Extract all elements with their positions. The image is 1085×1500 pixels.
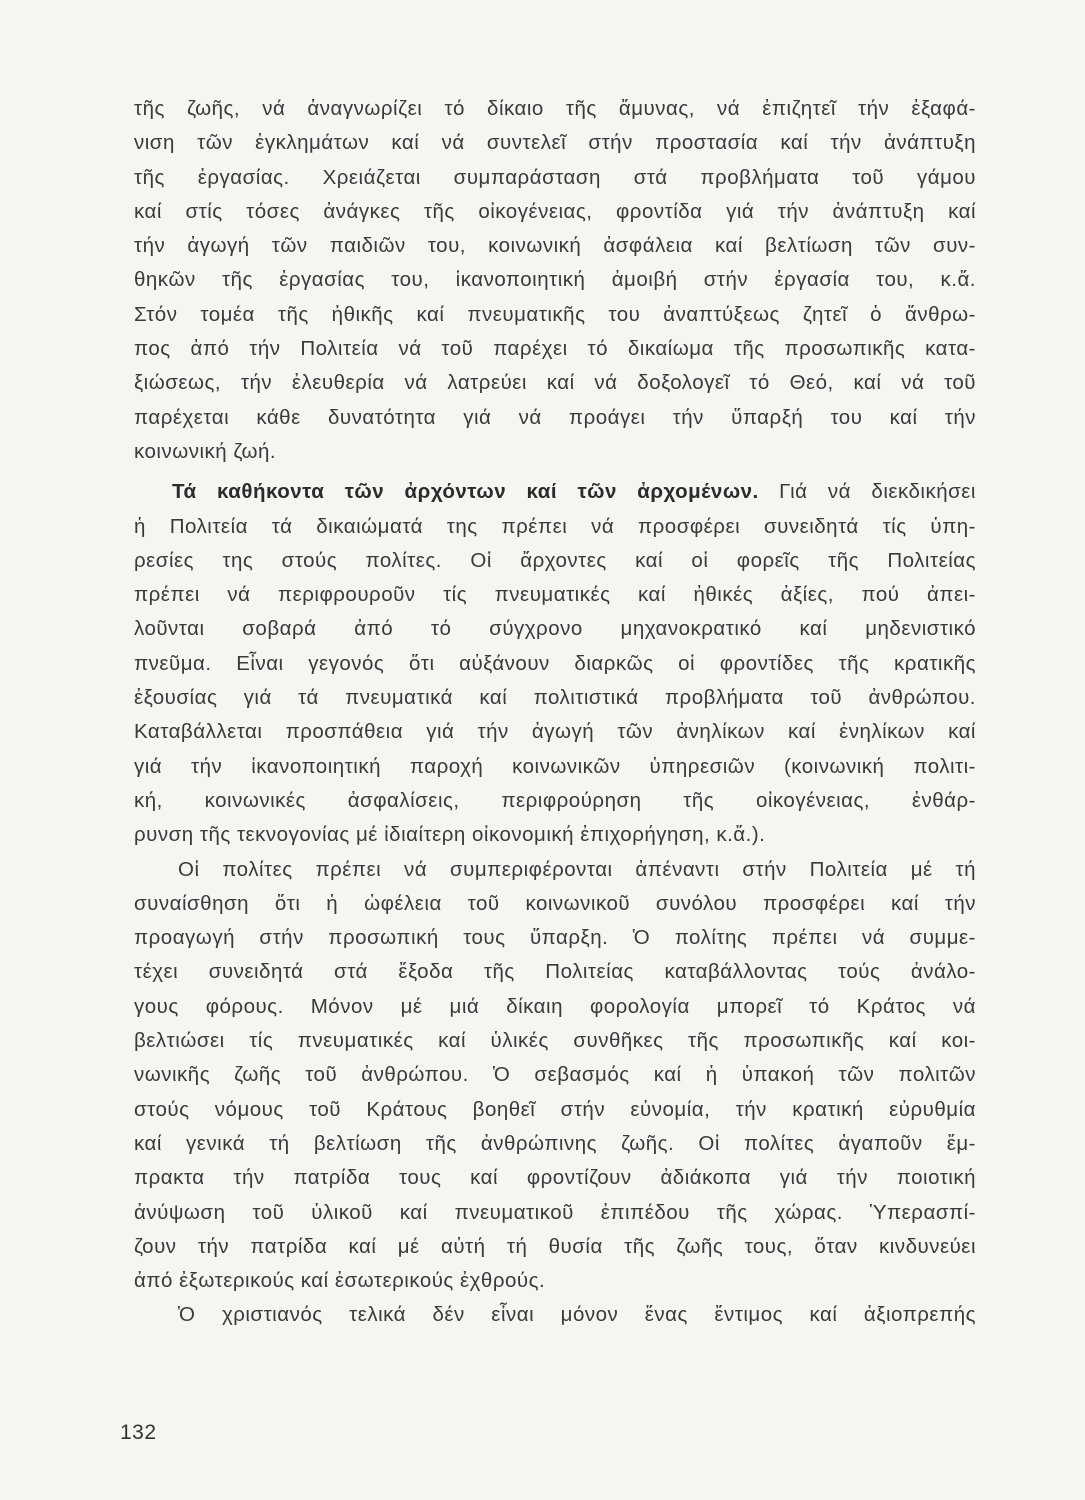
page-number: 132 bbox=[120, 1421, 157, 1444]
text-line: τέχει συνειδητά στά ἔξοδα τῆς Πολιτείας καταβάλλοντας τούς ἀνάλο- bbox=[134, 960, 976, 984]
text-line: τῆς ἐργασίας. Χρειάζεται συμπαράσταση στά προβλήματα τοῦ γάμου bbox=[134, 165, 976, 189]
text-line: νιση τῶν ἐγκλημάτων καί νά συντελεῖ στήν προστασία καί τήν ἀνάπτυξη bbox=[134, 131, 976, 155]
text-line: καί γενικά τή βελτίωση τῆς ἀνθρώπινης ζωῆς. Οἱ πολίτες ἀγαποῦν ἔμ- bbox=[134, 1131, 976, 1155]
text-line: κή, κοινωνικές ἀσφαλίσεις, περιφρούρηση τῆς οἰκογένειας, ἐνθάρ- bbox=[134, 788, 976, 812]
text-line: γιά τήν ἱκανοποιητική παροχή κοινωνικῶν ὑπηρεσιῶν (κοινωνική πολιτι- bbox=[134, 754, 976, 778]
text-line: ἀπό ἐξωτερικούς καί ἐσωτερικούς ἐχθρούς. bbox=[134, 1269, 546, 1293]
text-line: ρεσίες της στούς πολίτες. Οἱ ἄρχοντες καί οἱ φορεῖς τῆς Πολιτείας bbox=[134, 548, 976, 572]
text-line: πρέπει νά περιφρουροῦν τίς πνευματικές καί ἠθικές ἀξίες, πού ἀπει- bbox=[134, 583, 976, 607]
text-line: τῆς ζωῆς, νά ἀναγνωρίζει τό δίκαιο τῆς ἄμυνας, νά ἐπιζητεῖ τήν ἐξαφά- bbox=[134, 97, 976, 120]
text-line: ζουν τήν πατρίδα καί μέ αὐτή τή θυσία τῆς ζωῆς τους, ὅταν κινδυνεύει bbox=[134, 1234, 976, 1258]
text-line: Καταβάλλεται προσπάθεια γιά τήν ἀγωγή τῶν ἀνηλίκων καί ἐνηλίκων καί bbox=[134, 720, 976, 744]
text-line: βελτιώσει τίς πνευματικές καί ὑλικές συνθῆκες τῆς προσωπικῆς καί κοι- bbox=[134, 1029, 976, 1053]
heading-line-rest: Γιά νά διεκδικήσει bbox=[758, 480, 976, 504]
text-line: κοινωνική ζωή. bbox=[134, 439, 277, 463]
text-line: Οἱ πολίτες πρέπει νά συμπεριφέρονται ἀπέναντι στήν Πολιτεία μέ τή bbox=[178, 857, 976, 881]
text-line: τήν ἀγωγή τῶν παιδιῶν του, κοινωνική ἀσφάλεια καί βελτίωση τῶν συν- bbox=[134, 234, 976, 258]
text-line: πρακτα τήν πατρίδα τους καί φροντίζουν ἀδιάκοπα γιά τήν ποιοτική bbox=[134, 1166, 976, 1190]
text-line: πνεῦμα. Εἶναι γεγονός ὅτι αὐξάνουν διαρκῶς οἱ φροντίδες τῆς κρατικῆς bbox=[134, 651, 976, 675]
text-line: στούς νόμους τοῦ Κράτους βοηθεῖ στήν εὐνομία, τήν κρατική εὐρυθμία bbox=[134, 1097, 976, 1121]
text-line: προαγωγή στήν προσωπική τους ὕπαρξη. Ὁ πολίτης πρέπει νά συμμε- bbox=[134, 926, 976, 950]
section-heading: Τά καθήκοντα τῶν ἀρχόντων καί τῶν ἀρχομένων. bbox=[172, 480, 759, 504]
text-line: νωνικῆς ζωῆς τοῦ ἀνθρώπου. Ὁ σεβασμός καί ἡ ὑπακοή τῶν πολιτῶν bbox=[134, 1063, 976, 1087]
text-line: ἐξουσίας γιά τά πνευματικά καί πολιτιστικά προβλήματα τοῦ ἀνθρώπου. bbox=[134, 686, 976, 710]
text-line: ἀνύψωση τοῦ ὑλικοῦ καί πνευματικοῦ ἐπιπέδου τῆς χώρας. Ὑπερασπί- bbox=[134, 1200, 976, 1224]
section-heading-line bbox=[134, 475, 976, 509]
text-line: ξιώσεως, τήν ἐλευθερία νά λατρεύει καί νά δοξολογεῖ τό Θεό, καί νά τοῦ bbox=[134, 371, 976, 395]
text-line: παρέχεται κάθε δυνατότητα γιά νά προάγει τήν ὕπαρξή του καί τήν bbox=[134, 405, 976, 429]
text-line: καί στίς τόσες ἀνάγκες τῆς οἰκογένειας, φροντίδα γιά τήν ἀνάπτυξη καί bbox=[134, 199, 976, 223]
text-line: συναίσθηση ὅτι ἡ ὠφέλεια τοῦ κοινωνικοῦ συνόλου προσφέρει καί τήν bbox=[134, 891, 976, 915]
text-line: θηκῶν τῆς ἐργασίας του, ἱκανοποιητική ἀμοιβή στήν ἐργασία του, κ.ἄ. bbox=[134, 268, 976, 292]
page-body-text bbox=[134, 92, 976, 1333]
text-line: λοῦνται σοβαρά ἀπό τό σύγχρονο μηχανοκρατικό καί μηδενιστικό bbox=[134, 617, 976, 641]
text-line: ρυνση τῆς τεκνογονίας μέ ἰδιαίτερη οἰκονομική ἐπιχορήγηση, κ.ἄ.). bbox=[134, 823, 766, 847]
text-line: πος ἀπό τήν Πολιτεία νά τοῦ παρέχει τό δικαίωμα τῆς προσωπικῆς κατα- bbox=[134, 337, 976, 361]
text-line: Ὁ χριστιανός τελικά δέν εἶναι μόνον ἕνας ἔντιμος καί ἀξιοπρεπής bbox=[178, 1303, 976, 1327]
text-line: γους φόρους. Μόνον μέ μιά δίκαιη φορολογία μπορεῖ τό Κράτος νά bbox=[134, 994, 976, 1018]
text-line: Στόν τομέα τῆς ἠθικῆς καί πνευματικῆς του ἀναπτύξεως ζητεῖ ὁ ἄνθρω- bbox=[134, 302, 976, 326]
text-line: ἡ Πολιτεία τά δικαιώματά της πρέπει νά προσφέρει συνειδητά τίς ὑπη- bbox=[134, 514, 976, 538]
